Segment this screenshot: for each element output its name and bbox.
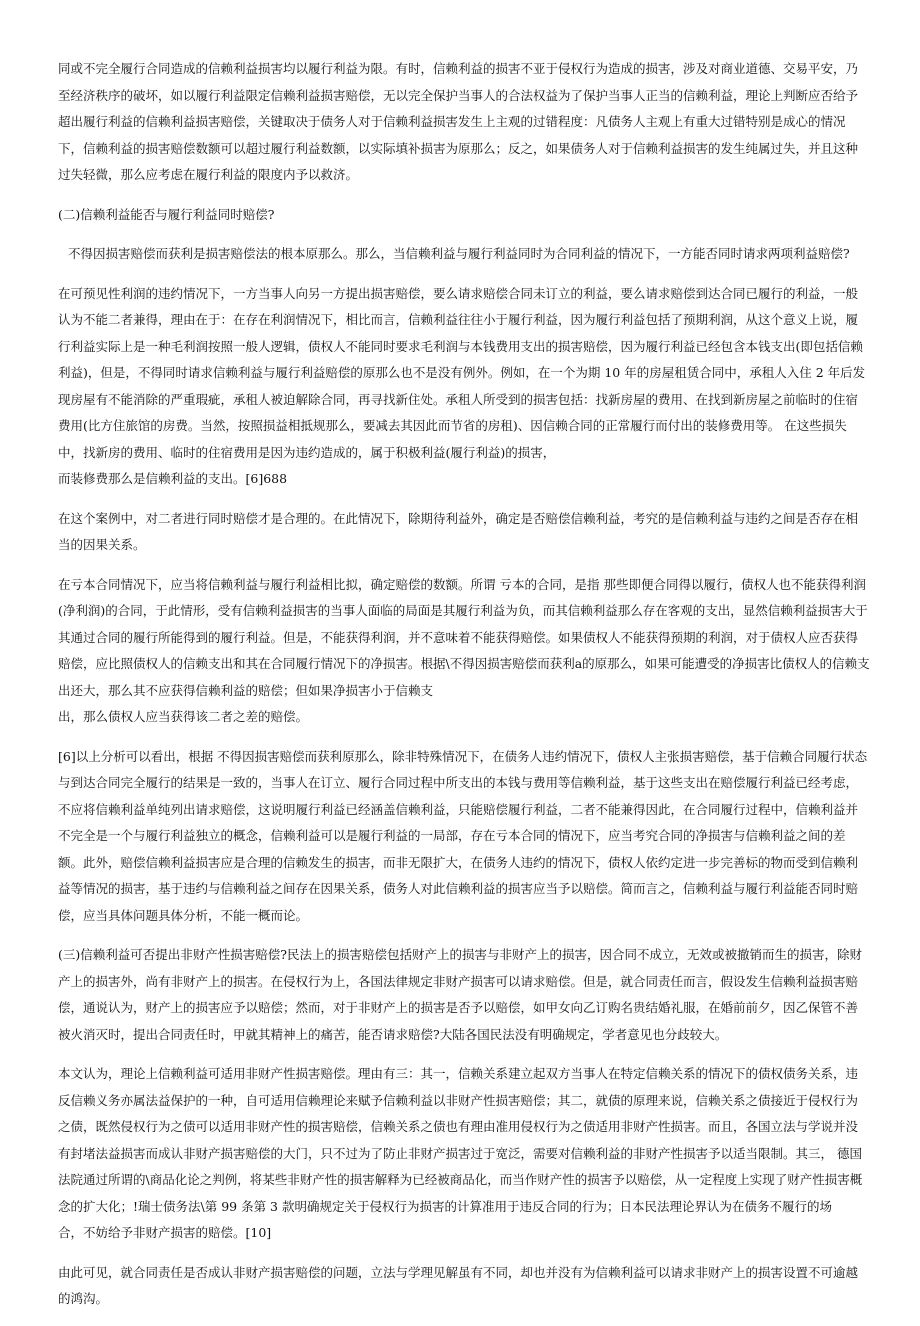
paragraph-3-text: 不得因损害赔偿而获利是损害赔偿法的根本原那么。那么，当信赖利益与履行利益同时为合同利益的情况下，一方能否同时请求两项利益赔偿?	[68, 246, 850, 261]
paragraph-5: 而装修费那么是信赖利益的支出。[6]688	[58, 471, 288, 486]
document-page	[58, 56, 870, 1326]
paragraph-6: 在这个案例中，对二者进行同时赔偿才是合理的。在此情况下，除期待利益外，确定是否赔偿信赖利益，考究的是信赖利益与违约之间是否存在相当的因果关系。	[58, 510, 859, 552]
paragraph-8: 出，那么债权人应当获得该二者之差的赔偿。	[58, 709, 309, 724]
section-heading-10: (三)信赖利益可否提出非财产性损害赔偿?民法上的损害赔偿包括财产上的损害与非财产上的损害，因合同不成立，无效或被撤销而生的损害，除财产上的损害外，尚有非财产上的损害。在侵权行为上，各国法律规定非财产损害可以请求赔偿。但是，就合同责任而言，假设发生信赖利益损害赔偿，通说认为，财产上的损害应予以赔偿；然而，对于非财产上的损害是否予以赔偿，如甲女向乙订购名贵结婚礼服，在婚前前夕，因乙保管不善被火消灭时，提出合同责任时，甲就其精神上的痛苦，能否请求赔偿?大陆各国民法没有明确规定，学者意见也分歧较大。	[58, 947, 862, 1042]
paragraph-1: 同或不完全履行合同造成的信赖利益损害均以履行利益为限。有时，信赖利益的损害不亚于侵权行为造成的损害，涉及对商业道德、交易平安，乃至经济秩序的破坏，如以履行利益限定信赖利益损害赔偿，无以完全保护当事人的合法权益为了保护当事人正当的信赖利益，理论上判断应否给予超出履行利益的信赖利益损害赔偿，关键取决于债务人对于信赖利益损害发生上主观的过错程度：凡债务人主观上有重大过错特别是成心的情况下，信赖利益的损害赔偿数额可以超过履行利益数额，以实际填补损害为原那么；反之，如果债务人对于信赖利益损害的发生纯属过失，并且这种过失轻微，那么应考虑在履行利益的限度内予以救济。	[58, 61, 859, 182]
paragraph-4: 在可预见性利润的违约情况下，一方当事人向另一方提出损害赔偿，要么请求赔偿合同未订立的利益，要么请求赔偿到达合同已履行的利益，一般认为不能二者兼得，理由在于：在存在利润情况下，相比而言，信赖利益往往小于履行利益，因为履行利益包括了预期利润，从这个意义上说，履行利益实际上是一种毛利润按照一般人逻辑，债权人不能同时要求毛利润与本钱费用支出的损害赔偿，因为履行利益已经包含本钱支出(即包括信赖利益)，但是，不得同时请求信赖利益与履行利益赔偿的原那么也不是没有例外。例如，在一个为期 10 年的房屋租赁合同中，承租人入住 2 年后发现房屋有不能消除的严重瑕疵，承租人被迫解除合同，再寻找新住处。承租人所受到的损害包括：找新房屋的费用、在找到新房屋之前临时的住宿费用(比方住旅馆的房费。当然，按照损益相抵规那么，要减去其因此而节省的房租)、因信赖合同的正常履行而付出的装修费用等。 在这些损失中，找新房的费用、临时的住宿费用是因为违约造成的，属于积极利益(履行利益)的损害，	[58, 285, 866, 460]
paragraph-12: 合，不妨给予非财产损害的赔偿。[10]	[58, 1225, 272, 1240]
paragraph-11: 本文认为，理论上信赖利益可适用非财产性损害赔偿。理由有三：其一，信赖关系建立起双方当事人在特定信赖关系的情况下的债权债务关系，违反信赖义务亦属法益保护的一种，自可适用信赖理论来赋予信赖利益以非财产性损害赔偿；其二，就债的原理来说，信赖关系之债接近于侵权行为之债，既然侵权行为之债可以适用非财产性的损害赔偿，信赖关系之债也有理由准用侵权行为之债适用非财产性损害。而且，各国立法与学说并没有封堵法益损害而成认非财产损害赔偿的大门，只不过为了防止非财产损害过于宽泛，需要对信赖利益的非财产性损害予以适当限制。其三， 德国法院通过所谓的\商品化论之判例，将某些非财产性的损害解释为已经被商品化，而当作财产性的损害予以赔偿，从一定程度上实现了财产性损害概念的扩大化；!瑞士债务法\第 99 条第 3 款明确规定关于侵权行为损害的计算准用于违反合同的行为；日本民法理论界认为在债务不履行的场	[58, 1066, 863, 1214]
paragraph-13: 由此可见，就合同责任是否成认非财产损害赔偿的问题，立法与学理见解虽有不同，却也并没有为信赖利益可以请求非财产上的损害设置不可逾越的鸿沟。	[58, 1264, 859, 1306]
section-heading-2: (二)信赖利益能否与履行利益同时赔偿?	[58, 206, 275, 222]
paragraph-9: [6]以上分析可以看出，根据 不得因损害赔偿而获利原那么，除非特殊情况下，在债务人违约情况下，债权人主张损害赔偿，基于信赖合同履行状态与到达合同完全履行的结果是一致的，当事人在订立、履行合同过程中所支出的本钱与费用等信赖利益，基于这些支出在赔偿履行利益已经考虑，不应将信赖利益单纯列出请求赔偿，这说明履行利益已经涵盖信赖利益，只能赔偿履行利益，二者不能兼得因此，在合同履行过程中，信赖利益并不完全是一个与履行利益独立的概念，信赖利益可以是履行利益的一局部，存在亏本合同的情况下，应当考究合同的净损害与信赖利益之间的差额。此外，赔偿信赖利益损害应是合理的信赖发生的损害，而非无限扩大，在债务人违约的情况下，债权人依约定进一步完善标的物而受到信赖利益等情况的损害，基于违约与信赖利益之间存在因果关系，债务人对此信赖利益的损害应当予以赔偿。简而言之，信赖利益与履行利益能否同时赔偿，应当具体问题具体分析，不能一概而论。	[58, 748, 868, 923]
paragraph-7: 在亏本合同情况下，应当将信赖利益与履行利益相比拟，确定赔偿的数额。所谓 亏本的合同，是指 那些即便合同得以履行，债权人也不能获得利润(净利润)的合同，于此情形，受有信赖利益损害的当事人面临的局面是其履行利益为负，而其信赖利益那么存在客观的支出，显然信赖利益损害大于其通过合同的履行所能得到的履行利益。但是，不能获得利润，并不意味着不能获得赔偿。如果债权人不能获得预期的利润，对于债权人应否获得赔偿，应比照债权人的信赖支出和其在合同履行情况下的净损害。根据\不得因损害赔偿而获利a的原那么，如果可能遭受的净损害比债权人的信赖支出还大，那么其不应获得信赖利益的赔偿；但如果净损害小于信赖支	[58, 576, 870, 698]
paragraph-3	[58, 241, 870, 268]
